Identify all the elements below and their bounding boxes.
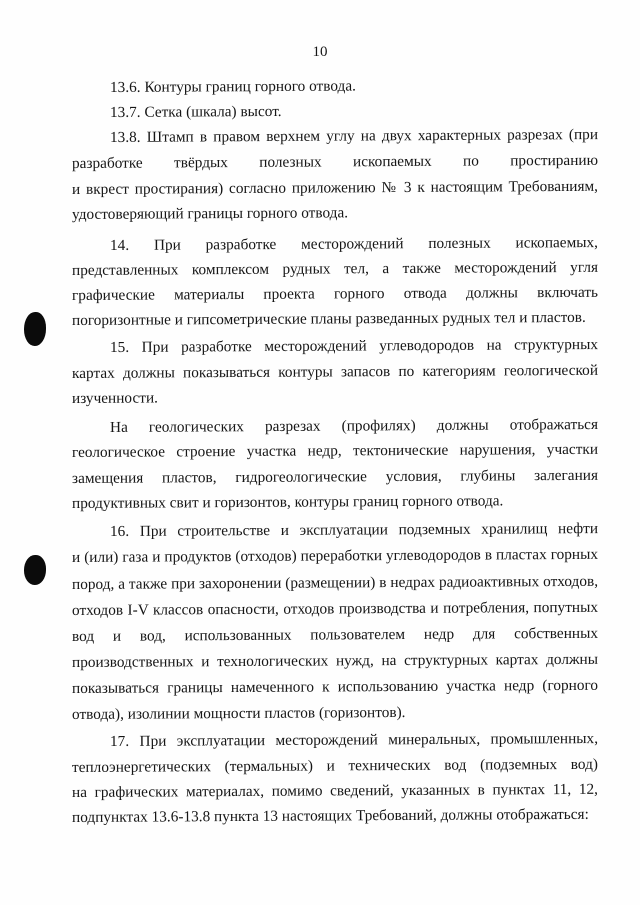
text-line: представленных комплексом рудных тел, а также месторождений угля xyxy=(71,258,599,279)
text-line: 13.8. Штамп в правом верхнем углу на двух характерных разрезах (при xyxy=(109,126,599,146)
text-line: и (или) газа и продуктов (отходов) переработки углеводородов в пластах горных xyxy=(71,545,599,566)
text-line: разработке твёрдых полезных ископаемых по простиранию xyxy=(71,151,599,172)
text-line: производственных и технологических нужд, на структурных картах должны xyxy=(71,650,599,671)
text-line: изученности. xyxy=(71,389,158,407)
text-line: графические материалы проекта горного отвода должны включать xyxy=(71,283,599,304)
text-line: продуктивных свит и горизонтов, контуры границ горного отвода. xyxy=(71,492,504,512)
text-line: погоризонтные и гипсометрические планы разведанных рудных тел и пластов. xyxy=(71,308,586,329)
text-line: и вкрест простирания) согласно приложению № 3 к настоящим Требованиям, xyxy=(71,177,599,198)
text-line: 13.6. Контуры границ горного отвода. xyxy=(109,77,356,96)
text-line: подпунктах 13.6-13.8 пункта 13 настоящих Требований, должны отображаться: xyxy=(71,805,589,826)
text-line: 17. При эксплуатации месторождений минеральных, промышленных, xyxy=(109,730,599,750)
text-line: вод и вод, использованных пользователем недр для собственных xyxy=(71,624,599,645)
text-line: отходов I-V классов опасности, отходов производства и потребления, попутных xyxy=(71,598,599,619)
text-line: 16. При строительстве и эксплуатации подземных хранилищ нефти xyxy=(109,520,599,540)
text-line: отвода), изолинии мощности пластов (горизонтов). xyxy=(71,703,406,723)
text-line: геологическое строение участка недр, тектонические нарушения, участки xyxy=(71,440,599,461)
text-line: теплоэнергетических (термальных) и технических вод (подземных вод) xyxy=(71,755,599,776)
text-line: показываться границы намеченного к использованию участка недр (горного xyxy=(71,676,599,697)
text-line: картах должны показываться контуры запасов по категориям геологической xyxy=(71,361,599,382)
text-line: замещения пластов, гидрогеологические условия, глубины залегания xyxy=(71,466,599,487)
punch-hole xyxy=(24,312,46,346)
text-line: пород, а также при захоронении (размещении) в недрах радиоактивных отходов, xyxy=(71,572,599,593)
text-line: удостоверяющий границы горного отвода. xyxy=(71,204,349,223)
text-line: на графических материалах, помимо сведений, указанных в пунктах 11, 12, xyxy=(71,780,599,801)
punch-hole xyxy=(24,555,46,585)
text-line: 14. При разработке месторождений полезных ископаемых, xyxy=(109,234,599,254)
page-number: 10 xyxy=(312,44,328,60)
text-line: 13.7. Сетка (шкала) высот. xyxy=(109,102,282,121)
text-line: На геологических разрезах (профилях) должны отображаться xyxy=(109,416,599,436)
text-line: 15. При разработке месторождений углеводородов на структурных xyxy=(109,336,599,356)
